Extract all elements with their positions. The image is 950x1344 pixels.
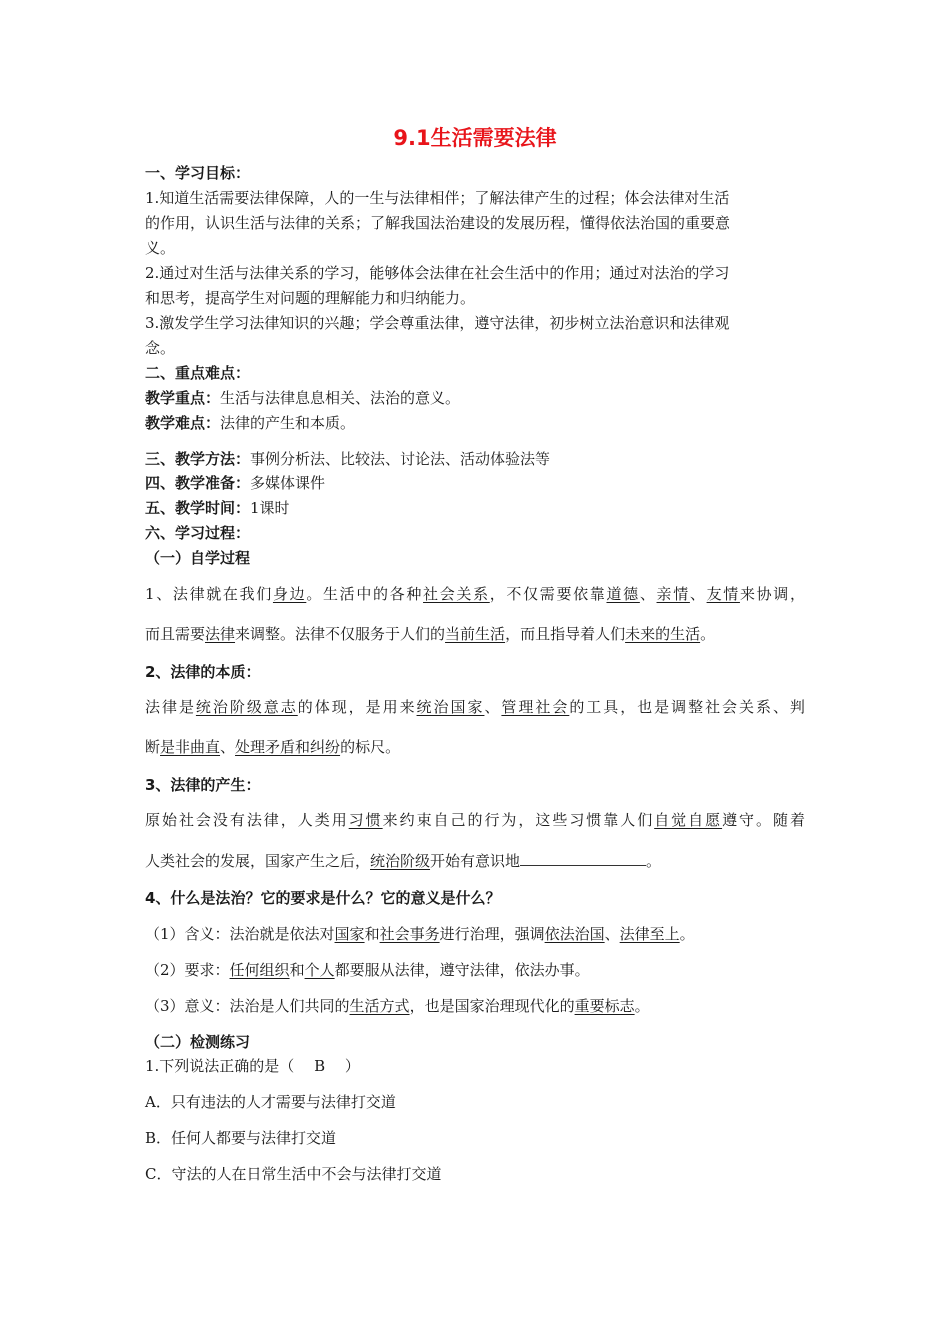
text-segment: （1）含义：法治就是依法对 bbox=[145, 925, 335, 943]
teaching-time-line bbox=[145, 499, 290, 517]
fill-answer: 习惯 bbox=[348, 811, 383, 829]
objective-2-line-1: 2.通过对生活与法律关系的学习，能够体会法律在社会生活中的作用；通过对法治的学习 bbox=[145, 264, 730, 282]
law-around-us-line-2 bbox=[145, 625, 715, 643]
fill-answer: 社会事务 bbox=[379, 925, 440, 943]
text-segment: 原始社会没有法律，人类用 bbox=[145, 811, 349, 829]
teaching-prep-text: 多媒体课件 bbox=[250, 474, 326, 492]
question-1: 1.下列说法正确的是（ B ） bbox=[145, 1057, 360, 1075]
fill-answer: 依法治国 bbox=[544, 925, 605, 943]
section-heading-objectives: 一、学习目标： bbox=[145, 164, 251, 182]
text-segment: 。 bbox=[700, 625, 716, 643]
text-segment: 断 bbox=[145, 738, 161, 756]
option-a: A．只有违法的人才需要与法律打交道 bbox=[145, 1093, 396, 1111]
text-segment: 1、法律就在我们 bbox=[145, 585, 273, 603]
text-segment: 、 bbox=[604, 925, 620, 943]
fill-answer: 任何组织 bbox=[229, 961, 290, 979]
text-segment: 都要服从法律，遵守法律，依法办事。 bbox=[334, 961, 590, 979]
text-segment: 和 bbox=[289, 961, 305, 979]
fill-answer: 法律 bbox=[205, 625, 236, 643]
fill-answer: 统治国家 bbox=[416, 698, 485, 716]
text-segment: 。 bbox=[634, 997, 650, 1015]
text-segment: 和 bbox=[364, 925, 380, 943]
text-segment: 。生活中的各种 bbox=[306, 585, 424, 603]
text-segment: 来协调， bbox=[739, 585, 805, 603]
objective-1-line-2: 的作用，认识生活与法律的关系；了解我国法治建设的发展历程，懂得依法治国的重要意 bbox=[145, 214, 731, 232]
law-around-us-line-1 bbox=[145, 585, 805, 603]
text-segment: 法律是 bbox=[145, 698, 196, 716]
text-segment: 来约束自己的行为，这些习惯靠人们 bbox=[382, 811, 655, 829]
law-essence-line-1 bbox=[145, 698, 805, 716]
text-segment: 而且需要 bbox=[145, 625, 206, 643]
text-segment: （3）意义：法治是人们共同的 bbox=[145, 997, 350, 1015]
objective-2-line-2: 和思考，提高学生对问题的理解能力和归纳能力。 bbox=[145, 289, 476, 307]
fill-in-blank bbox=[520, 851, 646, 866]
teaching-prep-label: 四、教学准备： bbox=[145, 474, 251, 492]
rule-of-law-heading: 4、什么是法治？它的要求是什么？它的意义是什么？ bbox=[145, 889, 501, 907]
key-point-label: 教学重点： bbox=[145, 389, 221, 407]
option-b: B．任何人都要与法律打交道 bbox=[145, 1129, 337, 1147]
objective-3-line-1: 3.激发学生学习法律知识的兴趣；学会尊重法律，遵守法律，初步树立法治意识和法律观 bbox=[145, 314, 730, 332]
fill-answer: 自觉自愿 bbox=[654, 811, 723, 829]
section-heading-key-points: 二、重点难点： bbox=[145, 364, 251, 382]
text-segment: 人类社会的发展，国家产生之后， bbox=[145, 852, 371, 870]
text-segment: 。 bbox=[646, 852, 662, 870]
fill-answer: 友情 bbox=[706, 585, 740, 603]
fill-answer: 当前生活 bbox=[445, 625, 506, 643]
text-segment: 进行治理，强调 bbox=[439, 925, 545, 943]
text-segment: ，也是国家治理现代化的 bbox=[409, 997, 575, 1015]
text-segment: ，不仅需要依靠 bbox=[489, 585, 607, 603]
fill-answer: 未来的生活 bbox=[625, 625, 701, 643]
text-segment: 来调整。法律不仅服务于人们的 bbox=[235, 625, 446, 643]
objective-1-line-1: 1.知道生活需要法律保障，人的一生与法律相伴；了解法律产生的过程；体会法律对生活 bbox=[145, 189, 730, 207]
fill-answer: 法律至上 bbox=[619, 925, 680, 943]
text-segment: 的标尺。 bbox=[340, 738, 401, 756]
fill-answer: 是非曲直 bbox=[160, 738, 221, 756]
fill-answer: 统治阶级 bbox=[370, 852, 431, 870]
text-segment: 的工具，也是调整社会关系、判 bbox=[569, 698, 805, 716]
teaching-method-text: 事例分析法、比较法、讨论法、活动体验法等 bbox=[250, 450, 551, 468]
text-segment: 开始有意识地 bbox=[430, 852, 521, 870]
fill-answer: 管理社会 bbox=[501, 698, 570, 716]
teaching-time-label: 五、教学时间： bbox=[145, 499, 251, 517]
objective-3-line-2: 念。 bbox=[145, 339, 176, 357]
law-essence-line-2 bbox=[145, 738, 400, 756]
key-point-text: 生活与法律息息相关、法治的意义。 bbox=[220, 389, 461, 407]
law-origin-line-1 bbox=[145, 811, 805, 829]
law-origin-line-2 bbox=[145, 851, 661, 870]
text-segment: 的体现，是用来 bbox=[297, 698, 417, 716]
subsection-practice: （二）检测练习 bbox=[145, 1033, 251, 1051]
difficulty-line bbox=[145, 414, 355, 432]
page-title: 9.1生活需要法律 bbox=[393, 126, 557, 150]
teaching-prep-line bbox=[145, 474, 325, 492]
subsection-self-study: （一）自学过程 bbox=[145, 549, 251, 567]
fill-answer: 身边 bbox=[272, 585, 307, 603]
text-segment: 、 bbox=[220, 738, 236, 756]
fill-answer: 社会关系 bbox=[423, 585, 490, 603]
fill-answer: 国家 bbox=[334, 925, 365, 943]
difficulty-label: 教学难点： bbox=[145, 414, 221, 432]
text-segment: 。 bbox=[679, 925, 695, 943]
teaching-method-line bbox=[145, 450, 550, 468]
key-point-line bbox=[145, 389, 460, 407]
law-origin-heading: 3、法律的产生： bbox=[145, 776, 261, 794]
teaching-time-text: 1课时 bbox=[250, 499, 290, 517]
fill-answer: 重要标志 bbox=[574, 997, 635, 1015]
fill-answer: 道德 bbox=[606, 585, 640, 603]
fill-answer: 处理矛盾和纠纷 bbox=[235, 738, 341, 756]
rule-of-law-meaning bbox=[145, 925, 695, 943]
rule-of-law-requirement bbox=[145, 961, 590, 979]
rule-of-law-significance bbox=[145, 997, 650, 1015]
fill-answer: 统治阶级意志 bbox=[195, 698, 298, 716]
fill-answer: 个人 bbox=[304, 961, 335, 979]
law-essence-heading: 2、法律的本质： bbox=[145, 663, 261, 681]
difficulty-text: 法律的产生和本质。 bbox=[220, 414, 356, 432]
objective-1-line-3: 义。 bbox=[145, 239, 176, 257]
text-segment: 、 bbox=[639, 585, 657, 603]
section-heading-process: 六、学习过程： bbox=[145, 524, 251, 542]
fill-answer: 生活方式 bbox=[349, 997, 410, 1015]
fill-answer: 亲情 bbox=[656, 585, 690, 603]
text-segment: 遵守。随着 bbox=[722, 811, 805, 829]
text-segment: ，而且指导着人们 bbox=[505, 625, 626, 643]
text-segment: （2）要求： bbox=[145, 961, 230, 979]
text-segment: 、 bbox=[484, 698, 502, 716]
text-segment: 、 bbox=[689, 585, 707, 603]
teaching-method-label: 三、教学方法： bbox=[145, 450, 251, 468]
option-c: C．守法的人在日常生活中不会与法律打交道 bbox=[145, 1165, 442, 1183]
